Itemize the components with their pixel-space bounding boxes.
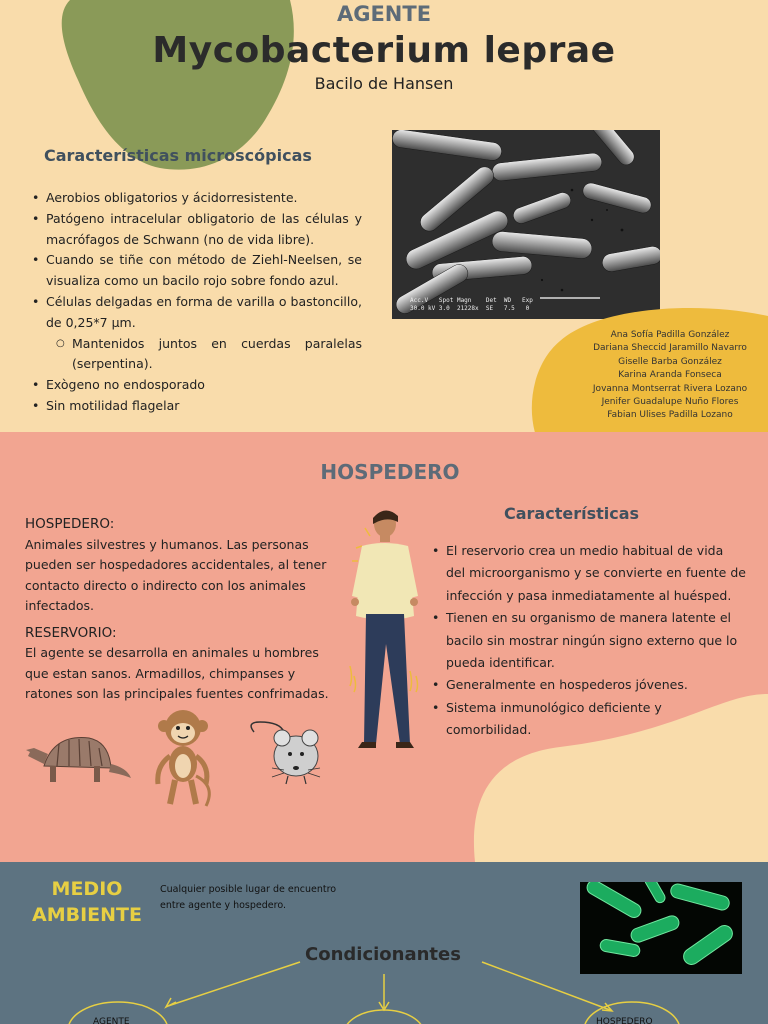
microscopic-list [30, 188, 362, 417]
person-illustration [340, 506, 430, 751]
reservoir-label: RESERVORIO: [25, 624, 117, 641]
monkey-icon [148, 706, 218, 810]
hospedero-heading: HOSPEDERO [320, 460, 460, 484]
author-name: Ana Sofía Padilla González [610, 330, 730, 340]
list-item: • Generalmente en hospederos jóvenes. [430, 674, 746, 696]
agente-label: AGENTE [336, 2, 432, 26]
arrow-to-hospedero [482, 962, 610, 1010]
author-name: Jovanna Montserrat Rivera Lozano [592, 383, 748, 394]
bacilli-image [392, 130, 660, 319]
medio-ambiente-section [0, 862, 768, 1024]
page-title: Mycobacterium leprae [152, 30, 616, 71]
microscope-photo [392, 130, 660, 319]
microscopic-heading: Características microscópicas [44, 146, 312, 165]
characteristics-heading: Características [504, 504, 640, 523]
reservoir-text: El agente se desarrolla en animales u hombres que estan sanos. Armadillos, chimpanses y ratones son las principales fuentes confrimadas. [25, 645, 329, 701]
hospedero-section [0, 432, 768, 862]
author-name: Jenifer Guadalupe Nuño Flores [601, 397, 739, 408]
author-name: Fabian Ulises Padilla Lozano [607, 410, 733, 421]
list-item: • Células delgadas en forma de varilla o bastoncillo, de 0,25*7 µm. [30, 292, 362, 334]
arrow-to-agente [168, 962, 300, 1006]
author-name: Dariana Sheccid Jaramillo Navarro [593, 343, 747, 354]
author-name: Giselle Barba González [618, 356, 722, 367]
list-item: • Cuando se tiñe con método de Ziehl-Neelsen, se visualiza como un bacilo rojo sobre fondo azul. [30, 250, 362, 292]
host-description [25, 514, 337, 711]
subtitle: Bacilo de Hansen [314, 74, 454, 93]
list-item: • Sistema inmunológico deficiente y comorbilidad. [430, 697, 746, 742]
list-item: • Tienen en su organismo de manera latente el bacilo sin mostrar ningún signo externo que lo pueda identificar. [430, 607, 746, 674]
host-label: HOSPEDERO: [25, 516, 115, 532]
medio-ambiente-title: MEDIO AMBIENTE [32, 878, 142, 926]
center-node-circle [344, 1010, 424, 1024]
list-subitem: ○ Mantenidos juntos en cuerdas paralelas (serpentina). [30, 334, 362, 376]
list-item: • Patógeno intracelular obligatorio de las células y macrófagos de Schwann (no de vida libre). [30, 209, 362, 251]
list-item: • Exògeno no endosporado [30, 375, 362, 396]
host-text: Animales silvestres y humanos. Las personas pueden ser hospedadores accidentales, al tener contacto directo o indirecto con los animales infectados. [25, 536, 327, 613]
list-item: • El reservorio crea un medio habitual de vida del microorganismo y se convierte en fuente de infección y pasa inmediatamente al huésped. [430, 540, 746, 607]
author-name: Karina Aranda Fonseca [618, 370, 722, 381]
authors-list [560, 329, 768, 423]
agente-section [0, 0, 768, 432]
list-item: • Aerobios obligatorios y ácidorresistente. [30, 188, 362, 209]
list-item: • Sin motilidad flagelar [30, 396, 362, 417]
photo-caption: Acc.V Spot Magn Det WD Exp 30.0 kV 3.0 21228x SE 7.5 0 [410, 297, 533, 312]
armadillo-icon [24, 728, 134, 792]
conditions-heading: Condicionantes [305, 944, 461, 965]
agente-node-label: AGENTE [93, 1017, 130, 1024]
characteristics-list [430, 540, 746, 742]
conditions-diagram [0, 862, 768, 1024]
mouse-icon [246, 720, 324, 786]
medio-ambiente-description: Cualquier posible lugar de encuentro entre agente y hospedero. [160, 884, 337, 911]
hospedero-node-label: HOSPEDERO [596, 1017, 653, 1024]
